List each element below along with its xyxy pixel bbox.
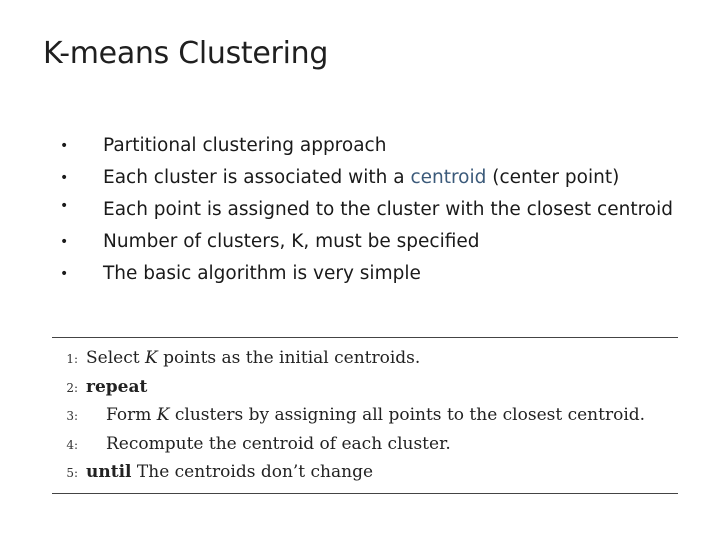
line-number: 5: — [66, 466, 78, 480]
slide-title: K-means Clustering — [43, 36, 329, 71]
algorithm-line-2 — [52, 373, 678, 402]
bullet-item — [58, 162, 678, 194]
line-text: Form — [106, 405, 157, 425]
line-number: 4: — [66, 437, 78, 452]
line-text: The centroids don’t change — [131, 462, 374, 482]
bullet-list — [58, 130, 678, 290]
bullet-text: Each point is assigned to the cluster with the closest centroid — [103, 199, 673, 220]
line-number: 3: — [66, 409, 78, 423]
bullet-dot: • — [60, 138, 69, 154]
algorithm-box — [52, 337, 678, 494]
bullet-text: Partitional clustering approach — [103, 135, 387, 156]
bullet-dot: • — [60, 198, 69, 214]
math-k: K — [144, 348, 158, 368]
centroid-highlight: centroid — [410, 167, 487, 188]
line-text-tail: points as the initial centroids. — [157, 348, 421, 368]
bullet-item — [58, 194, 678, 226]
bullet-item — [58, 258, 678, 290]
bullet-text-tail: (center point) — [486, 167, 620, 188]
math-k: K — [156, 405, 170, 425]
bullet-item — [58, 226, 678, 258]
bullet-dot: • — [60, 234, 69, 250]
bullet-item — [58, 130, 678, 162]
bullet-text: The basic algorithm is very simple — [103, 263, 421, 284]
algorithm-line-1 — [52, 344, 678, 373]
keyword-until: until — [86, 462, 132, 482]
line-number: 2: — [66, 380, 78, 395]
line-text: Select — [86, 348, 145, 368]
bullet-text: Each cluster is associated with a — [103, 167, 411, 188]
algorithm-line-4 — [52, 430, 678, 459]
line-number: 1: — [66, 352, 78, 366]
bullet-dot: • — [60, 266, 69, 282]
algorithm-line-3 — [52, 401, 678, 430]
bullet-dot: • — [60, 170, 69, 186]
algorithm-line-5 — [52, 458, 678, 487]
line-text: Recompute the centroid of each cluster. — [106, 433, 451, 454]
line-text-tail: clusters by assigning all points to the closest centroid. — [169, 405, 646, 425]
bullet-text: Number of clusters, K, must be specified — [103, 231, 480, 252]
keyword-repeat: repeat — [86, 376, 148, 397]
